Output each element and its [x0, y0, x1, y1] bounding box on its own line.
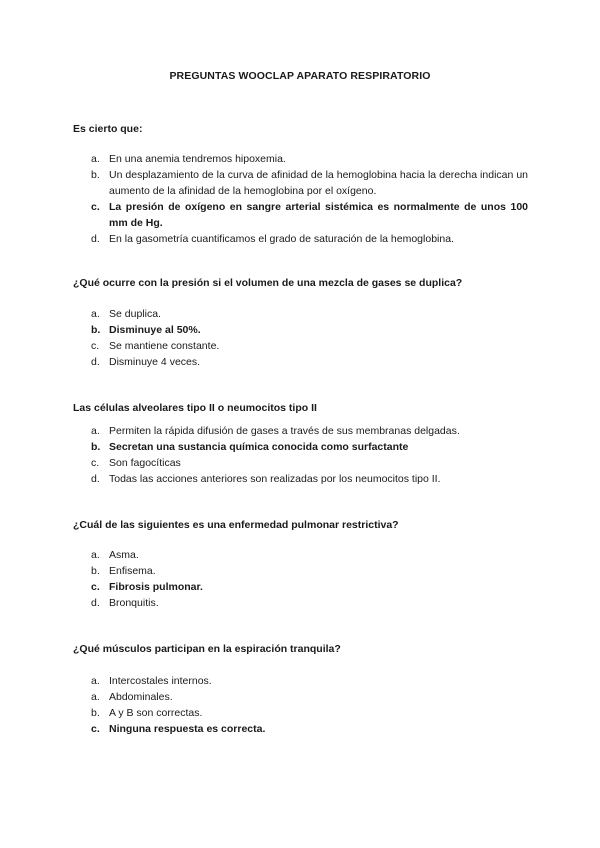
option-2a	[73, 306, 528, 322]
option-letter: a.	[91, 308, 100, 320]
option-text: Ninguna respuesta es correcta.	[109, 723, 266, 735]
option-text: Secretan una sustancia química conocida como surfactante	[109, 441, 409, 453]
options-list-1	[73, 151, 528, 247]
option-2d	[73, 354, 528, 370]
option-letter: d.	[91, 473, 100, 485]
question-4: ¿Cuál de las siguientes es una enfermedad pulmonar restrictiva?	[73, 519, 399, 531]
option-letter: d.	[91, 356, 100, 368]
option-5a-second	[73, 689, 528, 705]
option-1c	[73, 199, 528, 231]
option-text: Fibrosis pulmonar.	[109, 581, 203, 593]
option-text: A y B son correctas.	[109, 707, 203, 719]
option-4a	[73, 547, 528, 563]
option-3d	[73, 471, 528, 487]
option-letter: d.	[91, 597, 100, 609]
option-1d	[73, 231, 528, 247]
option-text: Se duplica.	[109, 308, 161, 320]
option-text: La presión de oxígeno en sangre arterial sistémica es normalmente de unos 100 mm de Hg.	[109, 201, 528, 229]
options-list-3	[73, 423, 528, 487]
option-4b	[73, 563, 528, 579]
option-5b	[73, 705, 528, 721]
option-2b	[73, 322, 528, 338]
question-2: ¿Qué ocurre con la presión si el volumen de una mezcla de gases se duplica?	[73, 277, 463, 289]
option-text: Se mantiene constante.	[109, 340, 220, 352]
question-1: Es cierto que:	[73, 123, 143, 135]
option-3b	[73, 439, 528, 455]
option-text: Bronquitis.	[109, 597, 159, 609]
option-text: Todas las acciones anteriores son realizadas por los neumocitos tipo II.	[109, 473, 441, 485]
option-letter: c.	[91, 723, 100, 735]
option-2c	[73, 338, 528, 354]
option-letter: a.	[91, 425, 100, 437]
option-text: Disminuye al 50%.	[109, 324, 201, 336]
option-text: Enfisema.	[109, 565, 156, 577]
option-letter: b.	[91, 565, 100, 577]
options-list-2	[73, 306, 528, 370]
option-letter: c.	[91, 201, 100, 213]
option-4c	[73, 579, 528, 595]
document-title: PREGUNTAS WOOCLAP APARATO RESPIRATORIO	[169, 70, 431, 82]
option-text: Abdominales.	[109, 691, 173, 703]
options-list-5	[73, 673, 528, 737]
option-text: Intercostales internos.	[109, 675, 212, 687]
option-1b	[73, 167, 528, 199]
option-letter: b.	[91, 169, 100, 181]
option-text: En una anemia tendremos hipoxemia.	[109, 153, 286, 165]
option-letter: d.	[91, 233, 100, 245]
option-5c	[73, 721, 528, 737]
option-text: Permiten la rápida difusión de gases a través de sus membranas delgadas.	[109, 425, 460, 437]
option-5a	[73, 673, 528, 689]
option-3a	[73, 423, 528, 439]
option-letter: b.	[91, 324, 101, 336]
option-1a	[73, 151, 528, 167]
question-5: ¿Qué músculos participan en la espiración tranquila?	[73, 643, 341, 655]
option-letter: b.	[91, 441, 101, 453]
option-letter: a.	[91, 153, 100, 165]
option-text: Disminuye 4 veces.	[109, 356, 201, 368]
option-letter: c.	[91, 581, 100, 593]
option-text: Un desplazamiento de la curva de afinidad de la hemoglobina hacia la derecha indican un aumento de la afinidad de la hemoglobina por el oxígeno.	[109, 169, 528, 197]
option-text: Asma.	[109, 549, 139, 561]
option-letter: a.	[91, 691, 100, 703]
option-4d	[73, 595, 528, 611]
option-letter: c.	[91, 457, 100, 469]
question-3: Las células alveolares tipo II o neumocitos tipo II	[73, 402, 317, 414]
option-text: Son fagocíticas	[109, 457, 181, 469]
option-letter: a.	[91, 675, 100, 687]
option-text: En la gasometría cuantificamos el grado de saturación de la hemoglobina.	[109, 233, 454, 245]
option-letter: b.	[91, 707, 100, 719]
options-list-4	[73, 547, 528, 611]
option-3c	[73, 455, 528, 471]
option-letter: c.	[91, 340, 100, 352]
option-letter: a.	[91, 549, 100, 561]
